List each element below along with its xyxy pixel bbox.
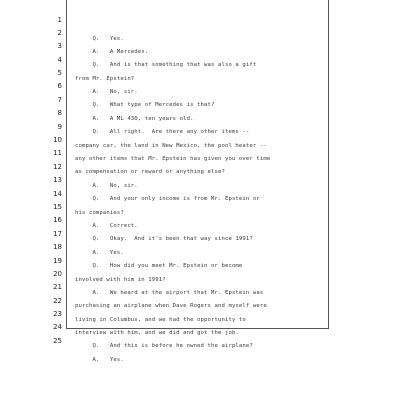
line-text: Q. Yes. xyxy=(75,35,124,42)
line-number: 14 xyxy=(53,189,62,198)
line-text: Q. And this is before he owned the airplane? xyxy=(75,343,253,350)
line-number: 18 xyxy=(53,243,62,252)
line-text: living in Columbus, and we had the opportunity to xyxy=(75,316,246,323)
line-number: 9 xyxy=(57,122,62,131)
line-text: Q. How did you meet Mr. Epstein or become xyxy=(75,263,243,270)
line-text: A. Yes. xyxy=(75,356,124,363)
line-text: purchasing an airplane when Dave Rogers and myself were xyxy=(75,303,267,310)
line-number: 3 xyxy=(57,42,62,51)
line-number: 1 xyxy=(57,15,62,24)
line-text: Q. All right. Are there any other items -- xyxy=(75,129,250,136)
line-text: A. No, sir. xyxy=(75,89,138,96)
line-number: 6 xyxy=(57,82,62,91)
line-text: any other items that Mr. Epstein has given you over time xyxy=(75,156,271,163)
line-text: Q. Okay. And it's been that way since 1991? xyxy=(75,236,253,243)
line-text: involved with him in 1991? xyxy=(75,276,166,283)
line-text: his companies? xyxy=(75,209,124,216)
line-number: 21 xyxy=(53,283,62,292)
line-number: 4 xyxy=(57,55,62,64)
line-number: 20 xyxy=(53,269,62,278)
line-number: 25 xyxy=(53,336,62,345)
line-text: A. Yes. xyxy=(75,249,124,256)
line-text: A. We heard at the airport that Mr. Epstein was xyxy=(75,289,264,296)
line-text: company car, the land in New Mexico, the pool heater -- xyxy=(75,142,267,149)
line-number: 15 xyxy=(53,202,62,211)
line-text: as compensation or reward or anything else? xyxy=(75,169,225,176)
line-text: A. A Mercedes. xyxy=(75,48,149,55)
line-text: interview with him, and we did and got the job. xyxy=(75,330,239,337)
line-text: A. Correct. xyxy=(75,222,138,229)
line-text: Q. What type of Mercedes is that? xyxy=(75,102,215,109)
line-number: 2 xyxy=(57,28,62,37)
line-number: 13 xyxy=(53,176,62,185)
transcript-line-1 xyxy=(0,0,400,42)
line-number: 17 xyxy=(53,229,62,238)
line-text: from Mr. Epstein? xyxy=(75,75,135,82)
line-number: 19 xyxy=(53,256,62,265)
line-text: Q. And your only income is from Mr. Epstein or xyxy=(75,196,260,203)
line-text: A. A ML 430, ten years old. xyxy=(75,115,194,122)
line-number: 11 xyxy=(53,149,62,158)
line-number: 12 xyxy=(53,162,62,171)
line-number: 8 xyxy=(57,109,62,118)
line-number: 5 xyxy=(57,69,62,78)
line-number: 23 xyxy=(53,310,62,319)
line-number: 16 xyxy=(53,216,62,225)
line-number: 22 xyxy=(53,296,62,305)
line-number: 7 xyxy=(57,95,62,104)
line-text: A. No, sir. xyxy=(75,182,138,189)
line-text: Q. And is that something that was also a gift xyxy=(75,62,257,69)
line-number: 24 xyxy=(53,323,62,332)
line-number: 10 xyxy=(53,136,62,145)
